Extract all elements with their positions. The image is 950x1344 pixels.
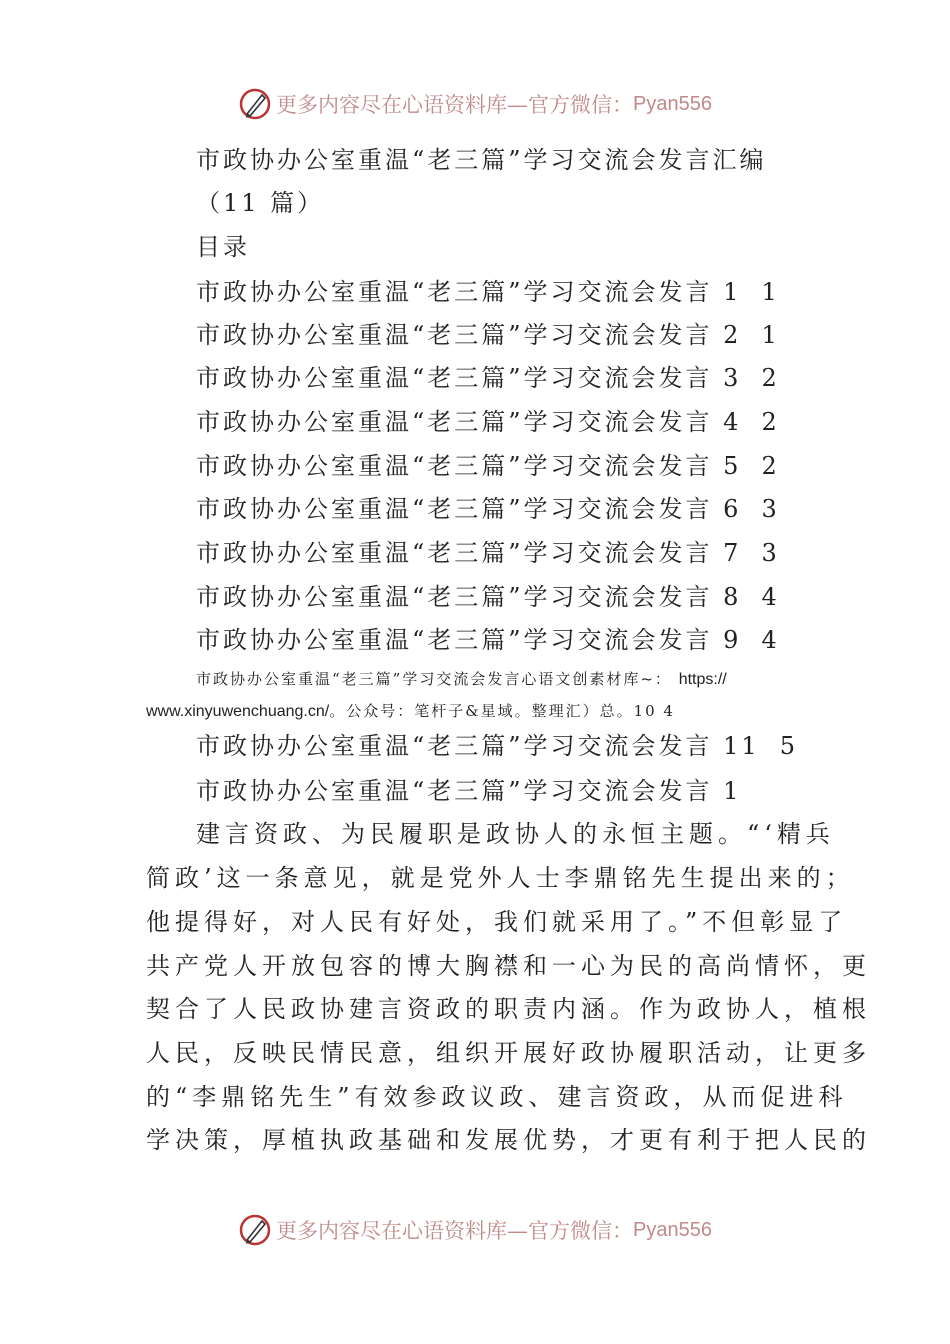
toc-item[interactable] (196, 406, 796, 438)
toc-item[interactable] (196, 362, 796, 394)
toc-item-page: 3 (761, 495, 780, 523)
toc-item-title: 市政协办公室重温“老三篇”学习交流会发言 9 (196, 626, 742, 654)
toc-small-text: 市政协办公室重温“老三篇”学习交流会发言心语文创素材库~： (196, 670, 672, 688)
footer-banner (0, 1210, 950, 1250)
toc-item[interactable] (196, 450, 796, 482)
paragraph-line: 人民，反映民情民意，组织开展好政协履职活动，让更多 (146, 1039, 871, 1067)
toc-item[interactable] (196, 537, 796, 569)
paragraph-line: 建言资政、为民履职是政协人的永恒主题。“‘精兵 (196, 820, 835, 848)
document-subtitle: （11 篇） (196, 189, 325, 217)
toc-item[interactable] (196, 493, 796, 525)
toc-item-page: 3 (761, 539, 780, 567)
toc-item-small-line2[interactable] (146, 700, 675, 721)
paragraph-line: 契合了人民政协建言资政的职责内涵。作为政协人，植根 (146, 995, 871, 1023)
toc-item-page: 4 (761, 626, 780, 654)
toc-item[interactable] (196, 730, 796, 762)
banner-text: 更多内容尽在心语资料库—官方微信： (276, 93, 634, 117)
header-banner (0, 84, 950, 124)
toc-item-page: 2 (761, 408, 780, 436)
document-title: 市政协办公室重温“老三篇”学习交流会发言汇编 (196, 146, 767, 174)
toc-item[interactable] (196, 581, 796, 613)
paragraph-line: 他提得好，对人民有好处，我们就采用了。”不但彰显了 (146, 908, 848, 936)
toc-item-small-line1[interactable] (196, 668, 727, 689)
toc-item-page: 5 (779, 732, 798, 760)
paragraph-line: 的“李鼎铭先生”有效参政议政、建言资政，从而促进科 (146, 1083, 848, 1111)
toc-item-page: 1 (761, 278, 780, 306)
paragraph-line: 学决策，厚植执政基础和发展优势，才更有利于把人民的 (146, 1126, 871, 1154)
banner-wechat: Pyan556 (633, 1218, 712, 1241)
toc-item[interactable] (196, 276, 796, 308)
toc-item-page: 4 (761, 583, 780, 611)
toc-item-title: 市政协办公室重温“老三篇”学习交流会发言 2 (196, 321, 742, 349)
toc-item-title: 市政协办公室重温“老三篇”学习交流会发言 6 (196, 495, 742, 523)
toc-item-page: 1 (761, 321, 780, 349)
toc-item-title: 市政协办公室重温“老三篇”学习交流会发言 11 (196, 732, 760, 760)
toc-small-url-part2[interactable]: www.xinyuwenchuang.cn/ (146, 703, 330, 720)
paragraph-line: 共产党人开放包容的博大胸襟和一心为民的高尚情怀，更 (146, 952, 871, 980)
banner-wechat: Pyan556 (633, 92, 712, 115)
banner-text: 更多内容尽在心语资料库—官方微信： (276, 1219, 634, 1243)
toc-item-title: 市政协办公室重温“老三篇”学习交流会发言 3 (196, 364, 742, 392)
toc-item[interactable] (196, 624, 796, 656)
toc-item-page: 2 (761, 364, 780, 392)
toc-item-title: 市政协办公室重温“老三篇”学习交流会发言 5 (196, 452, 742, 480)
quill-pen-icon (238, 87, 272, 121)
toc-item[interactable] (196, 319, 796, 351)
toc-small-rest: 。公众号：笔杆子&星域。整理汇）总。10 4 (329, 702, 675, 720)
toc-small-url-part1[interactable]: https:// (678, 671, 727, 688)
toc-item-title: 市政协办公室重温“老三篇”学习交流会发言 7 (196, 539, 742, 567)
section-heading: 市政协办公室重温“老三篇”学习交流会发言 1 (196, 777, 742, 805)
toc-item-title: 市政协办公室重温“老三篇”学习交流会发言 4 (196, 408, 742, 436)
toc-heading: 目录 (196, 233, 250, 261)
toc-item-page: 2 (761, 452, 780, 480)
toc-item-title: 市政协办公室重温“老三篇”学习交流会发言 1 (196, 278, 742, 306)
toc-item-title: 市政协办公室重温“老三篇”学习交流会发言 8 (196, 583, 742, 611)
paragraph-line: 简政’这一条意见，就是党外人士李鼎铭先生提出来的； (146, 864, 855, 892)
quill-pen-icon (238, 1213, 272, 1247)
